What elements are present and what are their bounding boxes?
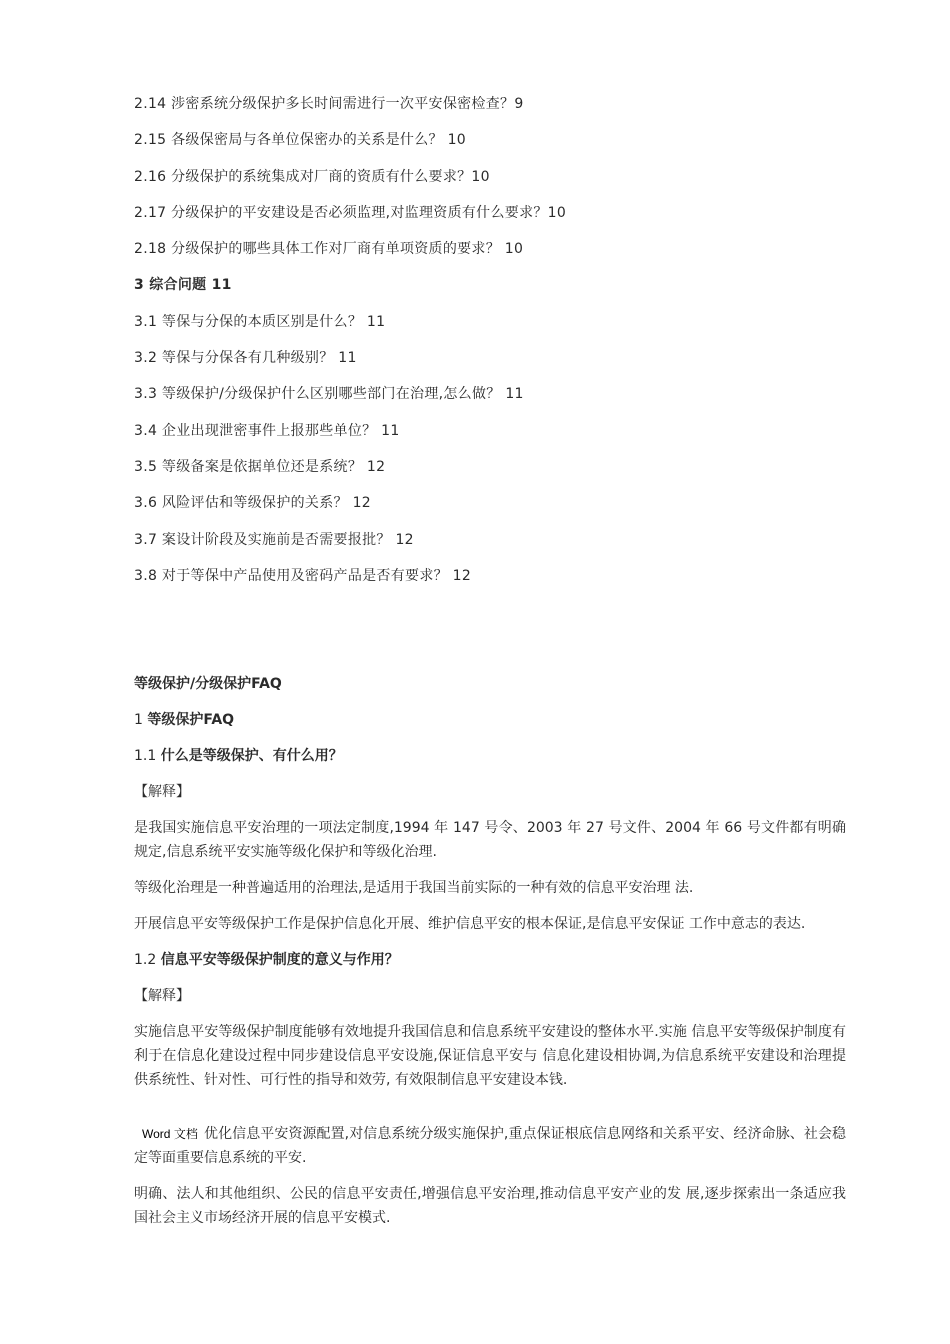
section-title: 等级保护FAQ	[147, 712, 235, 728]
paragraph: 等级化治理是一种普遍适用的治理法,是适用于我国当前实际的一种有效的信息平安治理 法.	[134, 880, 694, 896]
explanation-label: 【解释】	[134, 784, 190, 800]
paragraph: 实施信息平安等级保护制度能够有效地提升我国信息和信息系统平安建设的整体水平.实施 信息平安等级保护制度有利于在信息化建设过程中同步建设信息平安设施,保证信息平安与 信息化建设相协调,为信息系统平安建设和治理提供系统性、针对性、可行性的指导和效劳, 有效限制信息平安建设本钱.	[134, 1024, 846, 1088]
table-of-contents	[134, 92, 854, 600]
question-heading	[134, 744, 846, 768]
paragraph: 明确、法人和其他组织、公民的信息平安责任,增强信息平安治理,推动信息平安产业的发 展,逐步探索出一条适应我国社会主义市场经济开展的信息平安模式.	[134, 1186, 846, 1226]
question-number: 1.1	[134, 748, 157, 764]
toc-section-heading[interactable]: 3 综合问题 11	[134, 277, 232, 294]
section-number: 1	[134, 712, 143, 728]
toc-line[interactable]: 3.7 案设计阶段及实施前是否需要报批？ 12	[134, 531, 414, 548]
question-title: 信息平安等级保护制度的意义与作用？	[160, 952, 399, 968]
toc-line[interactable]: 3.1 等保与分保的本质区别是什么？ 11	[134, 313, 386, 330]
toc-line[interactable]: 3.2 等保与分保各有几种级别？ 11	[134, 350, 357, 367]
paragraph: 开展信息平安等级保护工作是保护信息化开展、维护信息平安的根本保证,是信息平安保证 工作中意志的表达.	[134, 916, 806, 932]
document-body	[134, 672, 846, 1230]
paragraph-text: 优化信息平安资源配置,对信息系统分级实施保护,重点保证根底信息网络和关系平安、经济命脉、社会稳定等面重要信息系统的平安.	[134, 1126, 846, 1166]
toc-line[interactable]: 3.8 对于等保中产品使用及密码产品是否有要求？ 12	[134, 567, 472, 584]
toc-line[interactable]: 2.15 各级保密局与各单位保密办的关系是什么？ 10	[134, 132, 466, 149]
toc-line[interactable]: 2.16 分级保护的系统集成对厂商的资质有什么要求？10	[134, 168, 490, 185]
question-number: 1.2	[134, 952, 157, 968]
toc-line[interactable]: 2.14 涉密系统分级保护多长时间需进行一次平安保密检查？9	[134, 96, 524, 112]
toc-line[interactable]: 3.3 等级保护/分级保护什么区别哪些部门在治理,怎么做？ 11	[134, 386, 524, 403]
toc-line[interactable]: 2.17 分级保护的平安建设是否必须监理,对监理资质有什么要求？10	[134, 204, 567, 221]
word-document-tag: Word 文档	[142, 1127, 198, 1141]
toc-line[interactable]: 3.6 风险评估和等级保护的关系？ 12	[134, 495, 371, 512]
paragraph	[134, 1122, 846, 1170]
toc-line[interactable]: 3.4 企业出现泄密事件上报那些单位？ 11	[134, 422, 400, 439]
toc-line[interactable]: 2.18 分级保护的哪些具体工作对厂商有单项资质的要求？ 10	[134, 241, 524, 258]
question-heading	[134, 948, 846, 972]
document-title: 等级保护/分级保护FAQ	[134, 676, 282, 692]
section-heading	[134, 708, 846, 732]
explanation-label: 【解释】	[134, 988, 190, 1004]
question-title: 什么是等级保护、有什么用？	[160, 748, 343, 764]
paragraph: 是我国实施信息平安治理的一项法定制度,1994 年 147 号令、2003 年 27 号文件、2004 年 66 号文件都有明确规定,信息系统平安实施等级化保护和等级化治理.	[134, 820, 846, 860]
toc-line[interactable]: 3.5 等级备案是依据单位还是系统？ 12	[134, 458, 386, 475]
